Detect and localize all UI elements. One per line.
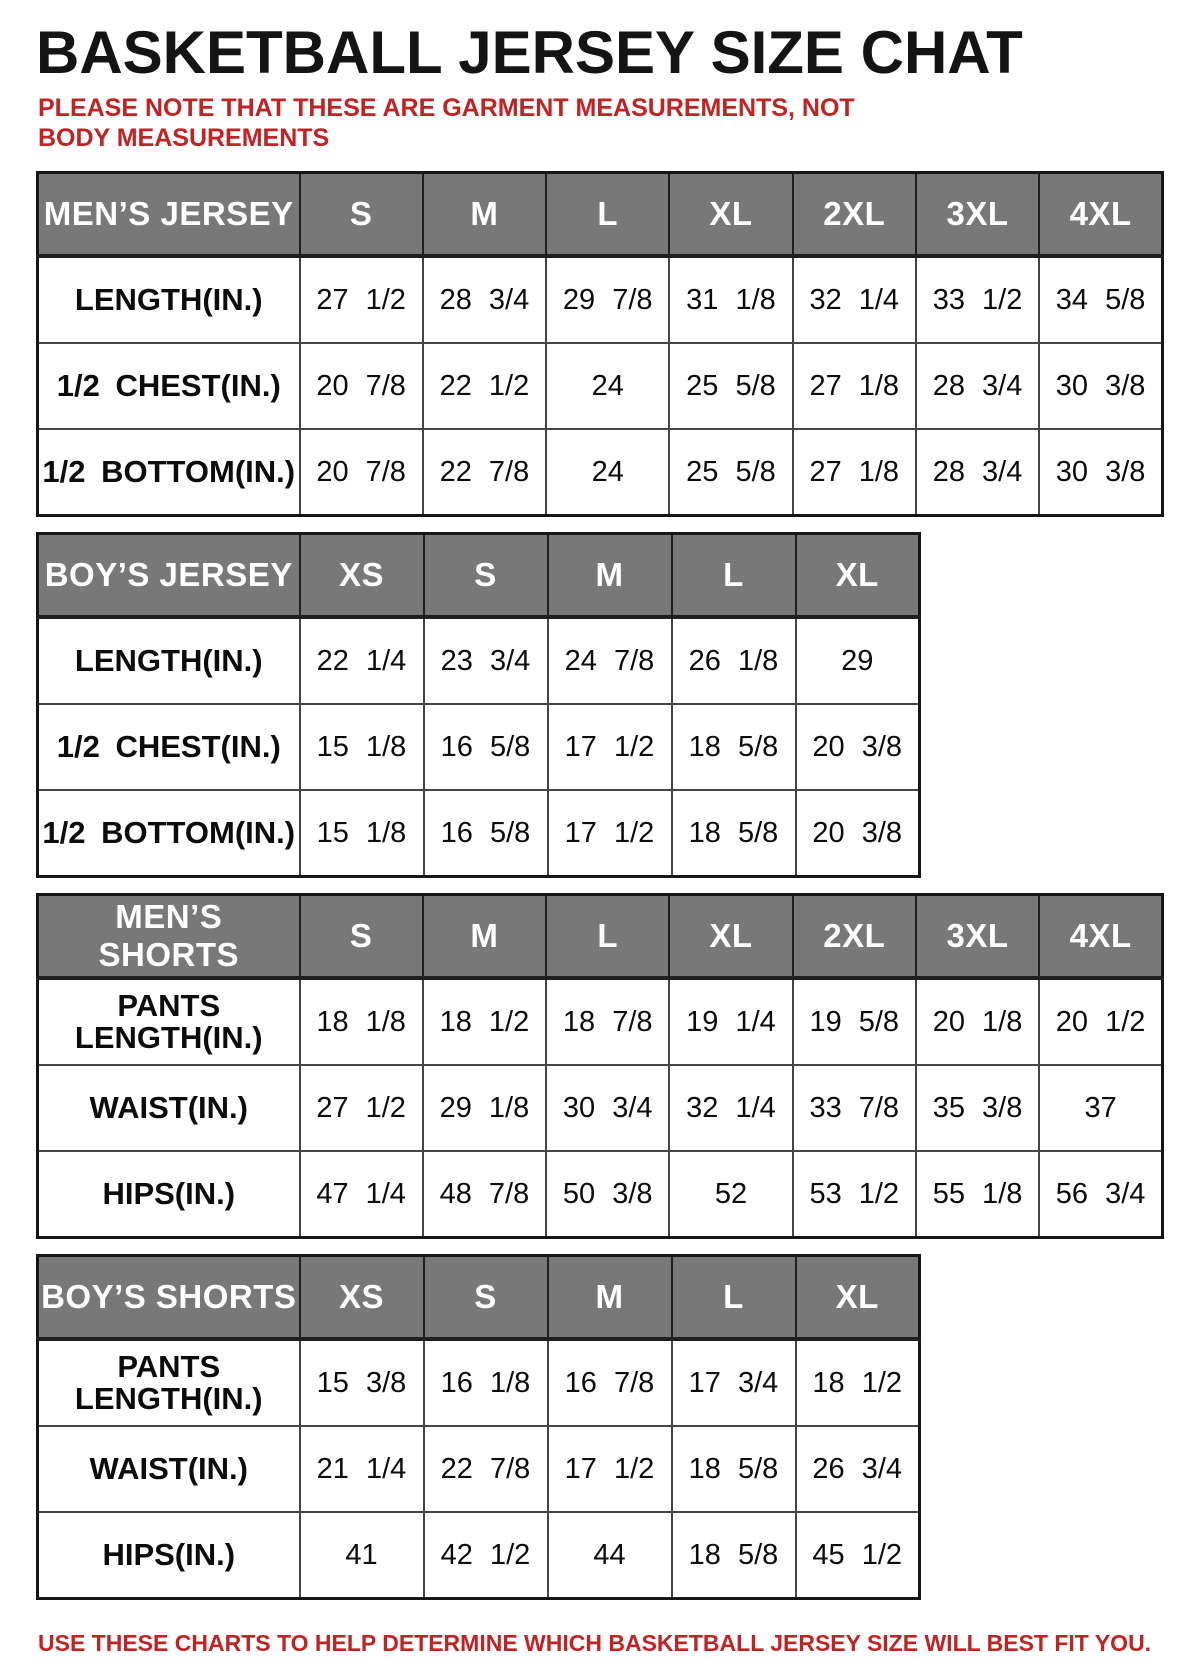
measurement-row [38,790,920,877]
size-table-boy-s-shorts [36,1254,921,1600]
measurement-row [38,1512,920,1599]
measurement-value: 28 3/4 [916,429,1039,516]
measurement-value: 18 7/8 [546,978,669,1065]
header-row [38,1256,920,1340]
measurement-value: 18 1/2 [423,978,546,1065]
measurement-value: 20 1/8 [916,978,1039,1065]
size-column-header: 4XL [1039,895,1162,979]
measurement-value: 18 5/8 [672,1512,796,1599]
measurement-value: 53 1/2 [793,1151,916,1238]
measurement-value: 28 3/4 [423,256,546,343]
size-column-header: 3XL [916,173,1039,257]
measurement-label: 1/2 CHEST(IN.) [38,343,300,429]
measurement-value: 20 7/8 [300,343,423,429]
measurement-row [38,429,1163,516]
size-column-header: 2XL [793,895,916,979]
size-column-header: 3XL [916,895,1039,979]
measurement-value: 21 1/4 [300,1426,424,1512]
measurement-value: 37 [1039,1065,1162,1151]
measurement-value: 15 1/8 [300,790,424,877]
measurement-value: 35 3/8 [916,1065,1039,1151]
measurement-value: 47 1/4 [300,1151,423,1238]
measurement-row [38,343,1163,429]
measurement-value: 23 3/4 [424,617,548,704]
measurement-value: 22 1/2 [423,343,546,429]
measurement-value: 20 3/8 [796,790,920,877]
measurement-value: 25 5/8 [669,429,792,516]
measurement-value: 27 1/2 [300,1065,423,1151]
table-title: MEN’S JERSEY [38,173,300,257]
table-title: MEN’S SHORTS [38,895,300,979]
measurement-label: LENGTH(IN.) [38,256,300,343]
measurement-value: 16 5/8 [424,790,548,877]
size-column-header: S [424,1256,548,1340]
measurement-value: 24 7/8 [548,617,672,704]
measurement-value: 16 7/8 [548,1339,672,1426]
size-column-header: M [548,534,672,618]
measurement-label: 1/2 BOTTOM(IN.) [38,790,300,877]
measurement-row [38,617,920,704]
size-column-header: S [300,895,423,979]
size-column-header: 2XL [793,173,916,257]
table-title: BOY’S JERSEY [38,534,300,618]
measurement-row [38,1426,920,1512]
measurement-value: 30 3/8 [1039,429,1162,516]
size-column-header: XS [300,1256,424,1340]
measurement-value: 17 1/2 [548,704,672,790]
size-column-header: M [423,173,546,257]
size-column-header: M [423,895,546,979]
measurement-value: 27 1/2 [300,256,423,343]
measurement-value: 22 1/4 [300,617,424,704]
measurement-value: 25 5/8 [669,343,792,429]
measurement-label: HIPS(IN.) [38,1512,300,1599]
size-column-header: L [672,534,796,618]
measurement-value: 26 3/4 [796,1426,920,1512]
measurement-value: 52 [669,1151,792,1238]
measurement-row [38,704,920,790]
measurement-value: 22 7/8 [423,429,546,516]
measurement-label: WAIST(IN.) [38,1426,300,1512]
measurement-value: 20 3/8 [796,704,920,790]
measurement-value: 15 1/8 [300,704,424,790]
measurement-value: 29 [796,617,920,704]
measurement-label: PANTS LENGTH(IN.) [38,978,300,1065]
measurement-value: 45 1/2 [796,1512,920,1599]
size-column-header: M [548,1256,672,1340]
measurement-value: 19 5/8 [793,978,916,1065]
measurement-value: 29 1/8 [423,1065,546,1151]
measurement-row [38,1151,1163,1238]
size-column-header: S [424,534,548,618]
measurement-label: 1/2 BOTTOM(IN.) [38,429,300,516]
measurement-row [38,256,1163,343]
measurement-value: 17 1/2 [548,1426,672,1512]
measurement-row [38,978,1163,1065]
header-row [38,534,920,618]
size-tables-container [36,171,1200,1600]
size-table-boy-s-jersey [36,532,921,878]
measurement-value: 26 1/8 [672,617,796,704]
measurement-value: 18 5/8 [672,790,796,877]
size-column-header: XS [300,534,424,618]
size-column-header: 4XL [1039,173,1162,257]
measurement-label: WAIST(IN.) [38,1065,300,1151]
measurement-value: 30 3/4 [546,1065,669,1151]
measurement-value: 27 1/8 [793,429,916,516]
measurement-row [38,1339,920,1426]
measurement-value: 32 1/4 [669,1065,792,1151]
measurement-label: PANTS LENGTH(IN.) [38,1339,300,1426]
header-row [38,173,1163,257]
measurement-row [38,1065,1163,1151]
size-table-men-s-shorts [36,893,1164,1239]
size-column-header: L [546,173,669,257]
measurement-value: 44 [548,1512,672,1599]
size-column-header: XL [669,173,792,257]
measurement-value: 24 [546,429,669,516]
size-column-header: L [672,1256,796,1340]
measurement-value: 17 3/4 [672,1339,796,1426]
size-column-header: L [546,895,669,979]
size-table-men-s-jersey [36,171,1164,517]
measurement-value: 19 1/4 [669,978,792,1065]
measurement-value: 42 1/2 [424,1512,548,1599]
garment-measurement-note: PLEASE NOTE THAT THESE ARE GARMENT MEASUREMENTS, NOT BODY MEASUREMENTS [38,94,855,152]
measurement-value: 17 1/2 [548,790,672,877]
measurement-value: 20 1/2 [1039,978,1162,1065]
measurement-label: 1/2 CHEST(IN.) [38,704,300,790]
size-column-header: S [300,173,423,257]
measurement-value: 15 3/8 [300,1339,424,1426]
measurement-value: 29 7/8 [546,256,669,343]
measurement-value: 27 1/8 [793,343,916,429]
measurement-value: 18 5/8 [672,704,796,790]
measurement-value: 22 7/8 [424,1426,548,1512]
measurement-value: 56 3/4 [1039,1151,1162,1238]
measurement-value: 33 1/2 [916,256,1039,343]
measurement-value: 30 3/8 [1039,343,1162,429]
size-column-header: XL [796,1256,920,1340]
page-title: BASKETBALL JERSEY SIZE CHAT [36,19,1023,86]
measurement-value: 18 1/2 [796,1339,920,1426]
measurement-value: 20 7/8 [300,429,423,516]
measurement-value: 34 5/8 [1039,256,1162,343]
size-column-header: XL [669,895,792,979]
measurement-value: 48 7/8 [423,1151,546,1238]
measurement-value: 24 [546,343,669,429]
measurement-label: LENGTH(IN.) [38,617,300,704]
measurement-value: 33 7/8 [793,1065,916,1151]
size-column-header: XL [796,534,920,618]
measurement-value: 31 1/8 [669,256,792,343]
measurement-value: 18 1/8 [300,978,423,1065]
measurement-value: 16 5/8 [424,704,548,790]
measurement-value: 55 1/8 [916,1151,1039,1238]
measurement-value: 18 5/8 [672,1426,796,1512]
measurement-value: 41 [300,1512,424,1599]
measurement-value: 16 1/8 [424,1339,548,1426]
table-title: BOY’S SHORTS [38,1256,300,1340]
measurement-label: HIPS(IN.) [38,1151,300,1238]
measurement-value: 50 3/8 [546,1151,669,1238]
header-row [38,895,1163,979]
footer-note: USE THESE CHARTS TO HELP DETERMINE WHICH BASKETBALL JERSEY SIZE WILL BEST FIT YOU. [38,1630,1152,1656]
measurement-value: 28 3/4 [916,343,1039,429]
measurement-value: 32 1/4 [793,256,916,343]
